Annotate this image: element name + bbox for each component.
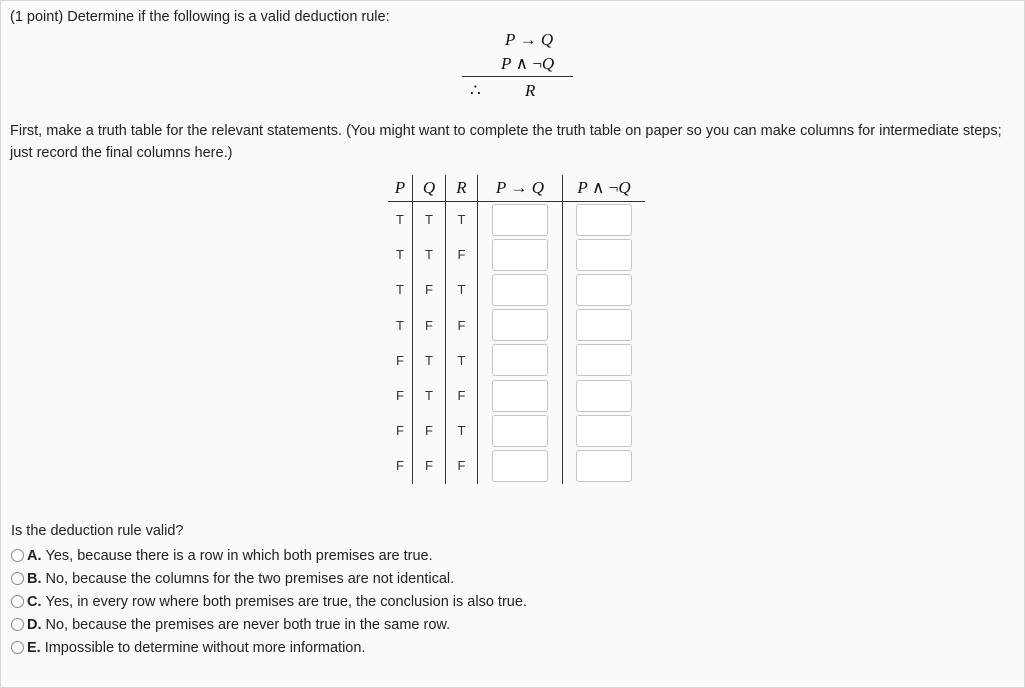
cell-p: F — [388, 343, 413, 378]
cell-p-and-not-q — [563, 343, 646, 378]
cell-p-and-not-q — [563, 308, 646, 343]
cell-p-and-not-q — [563, 378, 646, 413]
cell-q: F — [413, 413, 446, 448]
cell-p: F — [388, 378, 413, 413]
cell-p-implies-q — [478, 308, 563, 343]
answer-input-p-and-not-q[interactable] — [576, 415, 632, 447]
option-b[interactable] — [11, 567, 527, 590]
answer-input-p-and-not-q[interactable] — [576, 344, 632, 376]
cell-p: F — [388, 448, 413, 483]
option-a[interactable] — [11, 544, 527, 567]
cell-p-and-not-q — [563, 448, 646, 483]
answer-input-p-and-not-q[interactable] — [576, 274, 632, 306]
answer-input-p-implies-q[interactable] — [492, 450, 548, 482]
premise-2: P ∧ ¬Q — [501, 54, 555, 73]
answer-input-p-and-not-q[interactable] — [576, 239, 632, 271]
answer-input-p-implies-q[interactable] — [492, 274, 548, 306]
problem-intro: (1 point) Determine if the following is a valid deduction rule: — [10, 9, 390, 25]
cell-p-and-not-q — [563, 237, 646, 272]
cell-q: T — [413, 378, 446, 413]
table-row — [388, 413, 645, 448]
table-row — [388, 308, 645, 343]
radio-d[interactable] — [11, 618, 24, 631]
radio-a[interactable] — [11, 549, 24, 562]
option-text: No, because the columns for the two premises are not identical. — [45, 570, 455, 587]
option-text: Yes, in every row where both premises are true, the conclusion is also true. — [45, 593, 527, 610]
cell-p-implies-q — [478, 237, 563, 272]
cell-q: F — [413, 448, 446, 483]
answer-input-p-and-not-q[interactable] — [576, 309, 632, 341]
option-letter: B. — [27, 570, 42, 587]
header-p: P — [388, 175, 413, 202]
question-prompt: Is the deduction rule valid? — [11, 523, 184, 539]
header-p-implies-q: P → Q — [478, 175, 563, 202]
answer-options — [11, 544, 527, 659]
option-text: Impossible to determine without more information. — [44, 639, 366, 656]
table-row — [388, 343, 645, 378]
option-e[interactable] — [11, 636, 527, 659]
header-r: R — [446, 175, 478, 202]
instructions: First, make a truth table for the relevant statements. (You might want to complete the truth table on paper so you can make columns for intermediate steps; just record the final columns here.) — [10, 123, 1002, 161]
radio-e[interactable] — [11, 641, 24, 654]
answer-input-p-implies-q[interactable] — [492, 415, 548, 447]
cell-r: F — [446, 308, 478, 343]
cell-r: F — [446, 237, 478, 272]
table-row — [388, 202, 645, 238]
cell-r: F — [446, 378, 478, 413]
option-c[interactable] — [11, 590, 527, 613]
inference-line — [462, 76, 573, 77]
conclusion: R — [525, 81, 536, 100]
cell-p-implies-q — [478, 343, 563, 378]
cell-p-and-not-q — [563, 272, 646, 307]
answer-input-p-and-not-q[interactable] — [576, 204, 632, 236]
cell-p: T — [388, 202, 413, 238]
radio-b[interactable] — [11, 572, 24, 585]
cell-p: T — [388, 308, 413, 343]
option-letter: D. — [27, 616, 42, 633]
answer-input-p-implies-q[interactable] — [492, 239, 548, 271]
table-row — [388, 448, 645, 483]
truth-table-header — [388, 175, 645, 202]
answer-input-p-implies-q[interactable] — [492, 380, 548, 412]
cell-p-implies-q — [478, 413, 563, 448]
cell-q: T — [413, 343, 446, 378]
cell-r: F — [446, 448, 478, 483]
cell-p: T — [388, 237, 413, 272]
radio-c[interactable] — [11, 595, 24, 608]
cell-p-implies-q — [478, 448, 563, 483]
option-text: Yes, because there is a row in which both premises are true. — [45, 547, 433, 564]
answer-input-p-implies-q[interactable] — [492, 309, 548, 341]
cell-r: T — [446, 413, 478, 448]
option-letter: E. — [27, 639, 41, 656]
cell-p-and-not-q — [563, 413, 646, 448]
truth-table — [388, 175, 645, 484]
header-q: Q — [413, 175, 446, 202]
answer-input-p-and-not-q[interactable] — [576, 450, 632, 482]
option-d[interactable] — [11, 613, 527, 636]
answer-input-p-and-not-q[interactable] — [576, 380, 632, 412]
cell-r: T — [446, 202, 478, 238]
table-row — [388, 272, 645, 307]
cell-p: F — [388, 413, 413, 448]
header-p-and-not-q: P ∧ ¬Q — [563, 175, 646, 202]
table-row — [388, 378, 645, 413]
option-letter: A. — [27, 547, 42, 564]
answer-input-p-implies-q[interactable] — [492, 344, 548, 376]
table-row — [388, 237, 645, 272]
option-text: No, because the premises are never both true in the same row. — [45, 616, 451, 633]
therefore-symbol: ∴ — [470, 81, 481, 100]
cell-r: T — [446, 272, 478, 307]
cell-q: T — [413, 202, 446, 238]
cell-q: F — [413, 308, 446, 343]
cell-p-implies-q — [478, 378, 563, 413]
cell-p: T — [388, 272, 413, 307]
premise-1: P → Q — [505, 30, 554, 49]
answer-input-p-implies-q[interactable] — [492, 204, 548, 236]
option-letter: C. — [27, 593, 42, 610]
cell-r: T — [446, 343, 478, 378]
cell-p-implies-q — [478, 202, 563, 238]
cell-q: F — [413, 272, 446, 307]
cell-p-and-not-q — [563, 202, 646, 238]
cell-p-implies-q — [478, 272, 563, 307]
cell-q: T — [413, 237, 446, 272]
